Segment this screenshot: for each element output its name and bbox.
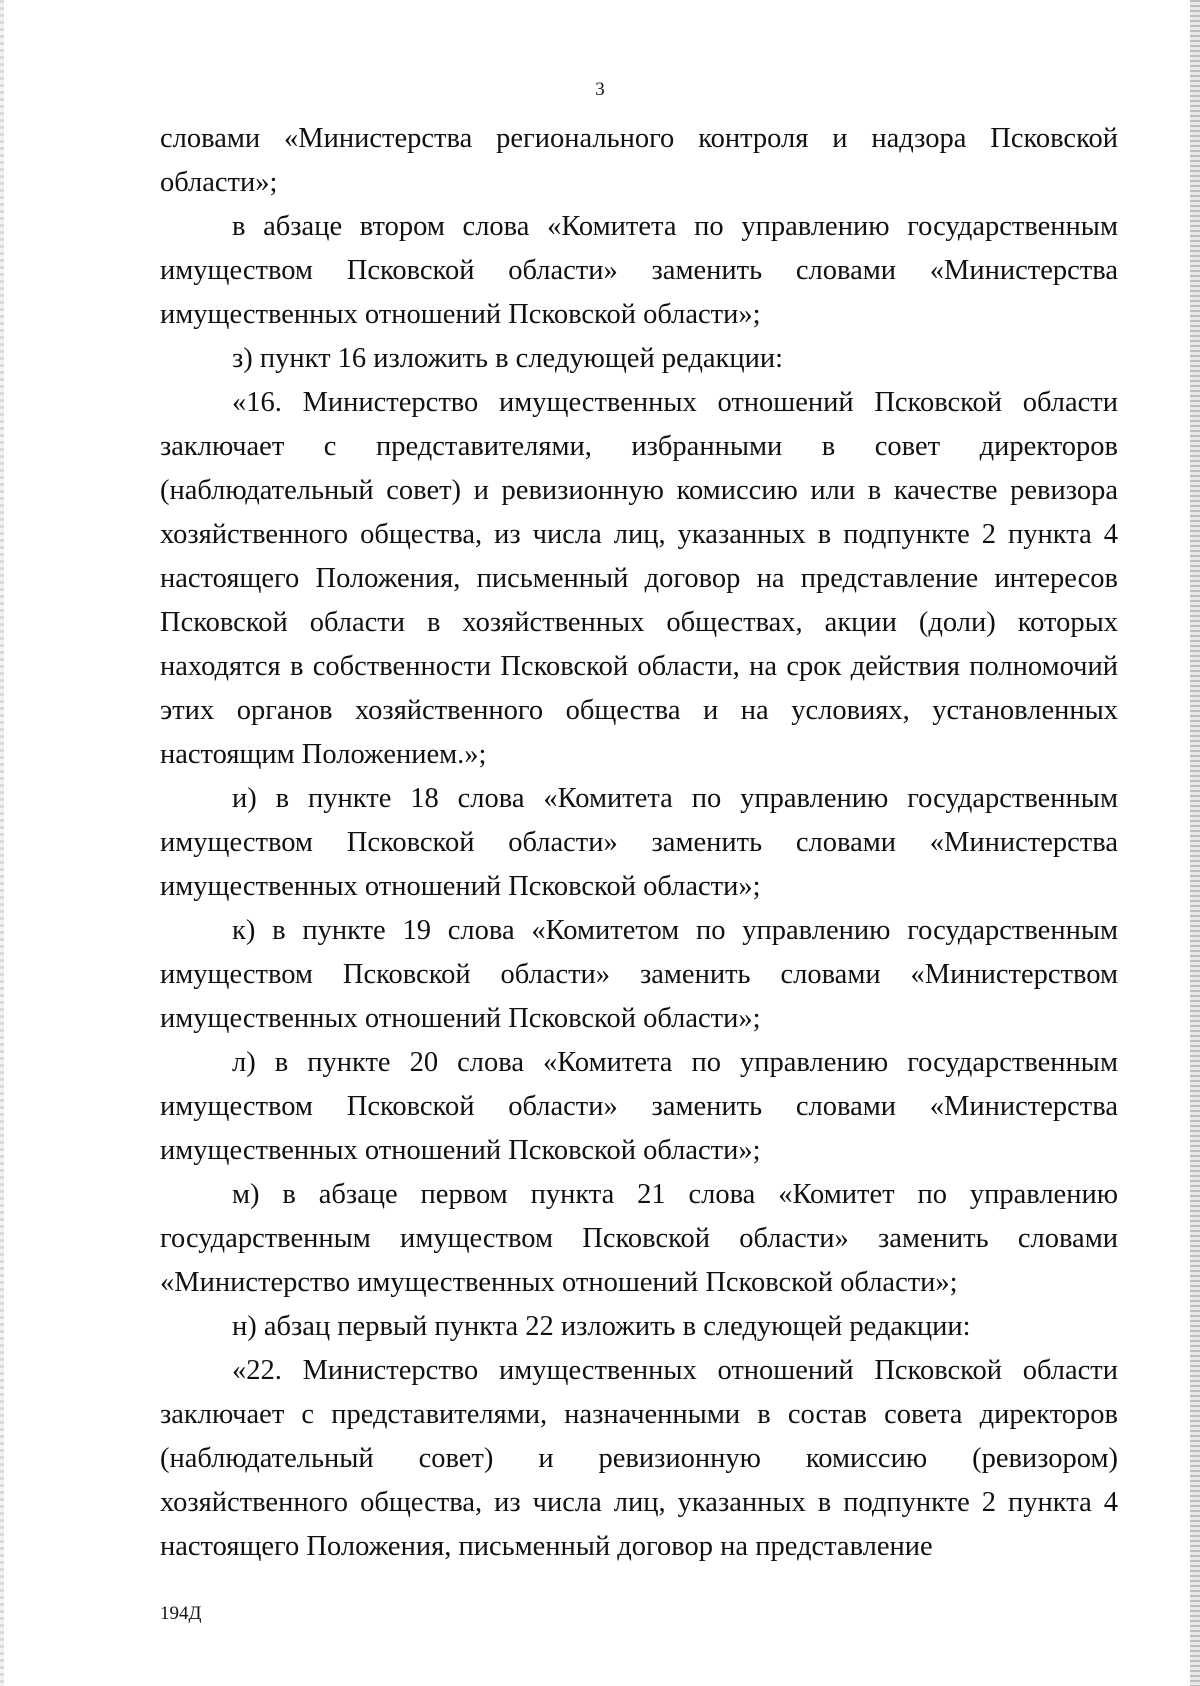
paragraph-item-i: и) в пункте 18 слова «Комитета по управлению государственным имуществом Псковской области» заменить словами «Министерства имущественных отношений Псковской области»; [160, 783, 1118, 902]
document-body [160, 117, 1118, 1569]
document-code: 194Д [160, 1603, 202, 1624]
scan-edge-right [1190, 0, 1200, 1686]
page-number: 3 [595, 79, 605, 100]
paragraph-item-n: н) абзац первый пункта 22 изложить в следующей редакции: [232, 1311, 971, 1342]
paragraph-abzac-vtoroy: в абзаце втором слова «Комитета по управлению государственным имуществом Псковской области» заменить словами «Министерства имущественных отношений Псковской области»; [160, 211, 1118, 330]
paragraph-clause-16: «16. Министерство имущественных отношений Псковской области заключает с представителями, избранными в совет директоров (наблюдательный совет) и ревизионную комиссию или в качестве ревизора хозяйственного общества, из числа лиц, указанных в подпункте 2 пункта 4 настоящего Положения, письменный договор на представление интересов Псковской области в хозяйственных обществах, акции (доли) которых находятся в собственности Псковской области, на срок действия полномочий этих органов хозяйственного общества и на условиях, установленных настоящим Положением.»; [160, 387, 1118, 770]
paragraph-item-l: л) в пункте 20 слова «Комитета по управлению государственным имуществом Псковской области» заменить словами «Министерства имущественных отношений Псковской области»; [160, 1047, 1118, 1166]
scan-edge-left [0, 0, 4, 1686]
paragraph-continuation: словами «Министерства регионального контроля и надзора Псковской области»; [160, 123, 1118, 198]
paragraph-item-k: к) в пункте 19 слова «Комитетом по управлению государственным имуществом Псковской области» заменить словами «Министерством имущественных отношений Псковской области»; [160, 915, 1118, 1034]
paragraph-item-z: з) пункт 16 изложить в следующей редакции: [232, 343, 784, 374]
paragraph-item-m: м) в абзаце первом пункта 21 слова «Комитет по управлению государственным имуществом Псковской области» заменить словами «Министерство имущественных отношений Псковской области»; [160, 1179, 1118, 1298]
paragraph-clause-22: «22. Министерство имущественных отношений Псковской области заключает с представителями, назначенными в состав совета директоров (наблюдательный совет) и ревизионную комиссию (ревизором) хозяйственного общества, из числа лиц, указанных в подпункте 2 пункта 4 настоящего Положения, письменный договор на представление [160, 1355, 1118, 1562]
